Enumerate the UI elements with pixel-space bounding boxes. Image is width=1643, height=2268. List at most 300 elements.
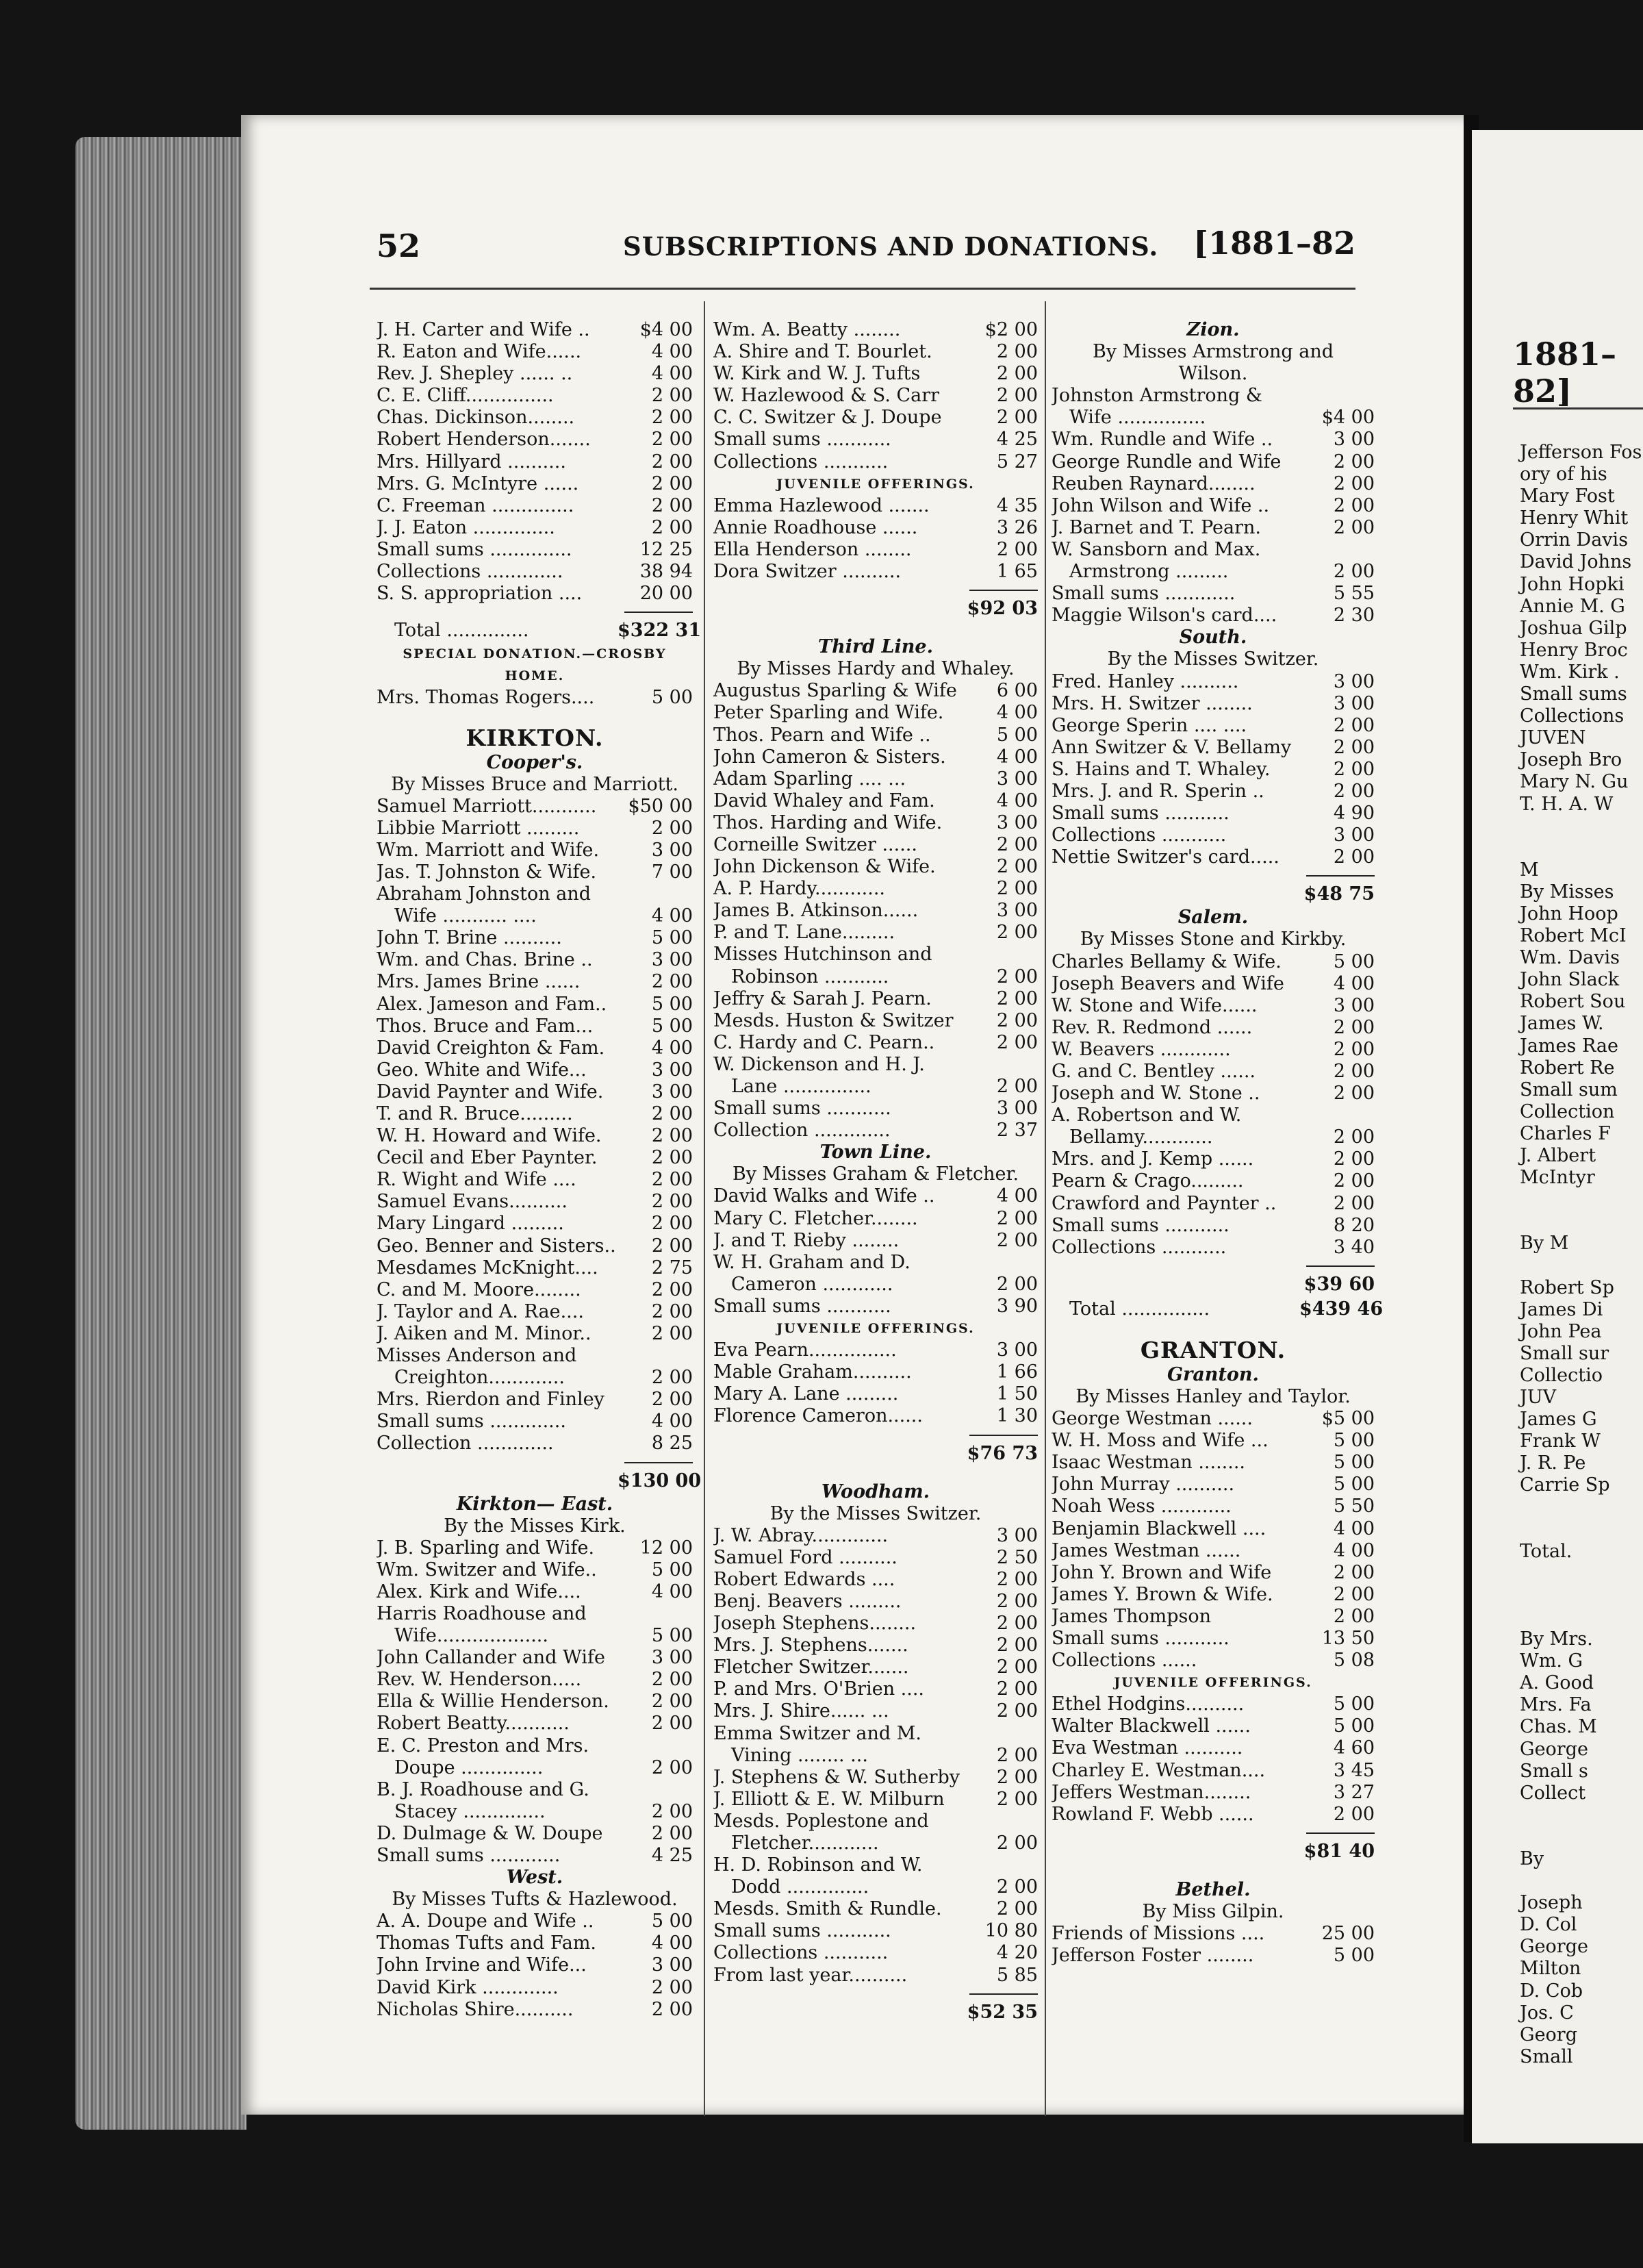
list-item	[713, 790, 1038, 812]
list-item	[377, 341, 693, 363]
list-item	[713, 1898, 1038, 1920]
list-item	[713, 768, 1038, 790]
donor-name: Samuel Marriott...........	[377, 795, 597, 817]
donor-name: Emma Switzer and M.	[713, 1722, 921, 1744]
list-item	[1052, 1760, 1375, 1782]
donor-name: Wife ........... ....	[394, 905, 537, 927]
donor-name: Wife ...............	[1069, 407, 1206, 429]
right-page-line: Charles F	[1520, 1122, 1611, 1144]
section-title-kirkton: KIRKTON.	[466, 724, 604, 751]
donation-amount: 2 00	[1333, 1583, 1375, 1605]
total-row	[1052, 1839, 1375, 1864]
donor-name: Small sums ...........	[1052, 1214, 1230, 1236]
right-page-line: Frank W	[1520, 1431, 1601, 1452]
donation-amount: 4 25	[651, 1845, 693, 1866]
donation-amount: 3 00	[996, 1524, 1038, 1546]
donor-name: Wm. Switzer and Wife..	[377, 1559, 597, 1580]
donor-name: Samuel Evans..........	[377, 1191, 568, 1213]
donation-amount: 2 00	[651, 516, 693, 538]
donor-name: Crawford and Paynter ..	[1052, 1192, 1277, 1214]
list-item	[377, 1411, 693, 1433]
donor-name: Small sums ...........	[713, 429, 891, 451]
list-item	[1052, 846, 1375, 868]
grand-total-label: Total ...............	[1069, 1298, 1210, 1320]
list-item	[1052, 1083, 1375, 1105]
donation-amount: 5 00	[1333, 1693, 1375, 1715]
donation-amount: 1 30	[996, 1405, 1038, 1427]
donor-name: John Cameron & Sisters.	[713, 746, 946, 768]
subscription-list	[713, 1339, 1038, 1427]
donation-amount: 8 25	[651, 1433, 693, 1454]
subsection-title: Kirkton— East.	[456, 1493, 613, 1515]
donor-name: J. W. Abray.............	[713, 1524, 889, 1546]
donation-amount: 2 00	[1333, 1061, 1375, 1082]
subscription-list	[1052, 951, 1375, 1259]
total-amount: $92 03	[967, 598, 1038, 620]
list-item	[377, 1823, 693, 1845]
list-item	[377, 561, 693, 583]
donor-name: Mrs. H. Switzer ........	[1052, 692, 1253, 714]
list-item	[1052, 1105, 1375, 1126]
list-item	[713, 1811, 1038, 1832]
donation-amount: 2 00	[651, 1125, 693, 1147]
donor-name: Rev. J. Shepley ...... ..	[377, 363, 573, 385]
donation-amount: 2 00	[651, 1322, 693, 1344]
list-item	[1052, 1408, 1375, 1430]
donor-name: John Dickenson & Wife.	[713, 856, 936, 878]
donor-name: Mrs. James Brine ......	[377, 971, 581, 993]
right-page-line	[1520, 1519, 1642, 1541]
donation-amount: 3 45	[1333, 1759, 1375, 1781]
donor-name: John Murray ..........	[1052, 1474, 1235, 1496]
subscription-list	[713, 680, 1038, 1142]
donor-name: George Rundle and Wife	[1052, 451, 1282, 473]
donor-name: Chas. Dickinson........	[377, 407, 575, 429]
donor-name: Mary A. Lane .........	[713, 1383, 899, 1405]
donation-amount: 3 00	[651, 839, 693, 861]
right-page-line	[1520, 1497, 1642, 1519]
list-item	[377, 583, 693, 605]
donor-name: Joseph Beavers and Wife	[1052, 972, 1284, 994]
donor-name: Wm. and Chas. Brine ..	[377, 949, 593, 971]
right-page-line: Carrie Sp	[1520, 1474, 1610, 1496]
list-item	[377, 1669, 693, 1691]
donation-amount	[969, 1854, 1038, 1876]
list-item	[1052, 1039, 1375, 1061]
donor-name: Abraham Johnston and	[377, 883, 591, 905]
donation-amount: 2 00	[1333, 1605, 1375, 1627]
donation-amount: 25 00	[1321, 1923, 1375, 1944]
list-item	[713, 1635, 1038, 1656]
right-page-line: Total.	[1520, 1540, 1572, 1562]
donor-name: Mrs. J. and R. Sperin ..	[1052, 780, 1264, 802]
total-row	[713, 2000, 1038, 2025]
donation-amount: 2 00	[996, 1207, 1038, 1229]
collectors-line: By Misses Tufts & Hazlewood.	[392, 1889, 678, 1911]
list-item	[377, 1367, 693, 1389]
donor-name: Mary Lingard .........	[377, 1213, 564, 1235]
donation-amount: 3 00	[1333, 670, 1375, 692]
donor-name: Collections ...........	[713, 1942, 889, 1964]
subsection-title: Zion.	[1186, 319, 1240, 340]
donor-name: R. Eaton and Wife......	[377, 341, 582, 363]
donor-name: Small sums ...........	[1052, 1627, 1230, 1649]
column-3	[1052, 319, 1384, 1967]
donation-amount: 3 40	[1333, 1236, 1375, 1258]
collectors-line: By Miss Gilpin.	[1142, 1900, 1284, 1922]
total-amount: $52 35	[967, 2001, 1038, 2023]
donor-name: Isaac Westman ........	[1052, 1452, 1245, 1474]
donation-amount: 2 00	[996, 1898, 1038, 1920]
list-item	[713, 1098, 1038, 1120]
list-item	[377, 861, 693, 883]
donation-amount: $50 00	[628, 795, 693, 817]
list-item	[377, 1911, 693, 1932]
donor-name: Mrs. Thomas Rogers....	[377, 687, 595, 709]
donation-amount	[969, 1252, 1038, 1274]
donor-name: J. Taylor and A. Rae....	[377, 1300, 584, 1322]
right-page-line	[1520, 1255, 1642, 1276]
list-item	[713, 702, 1038, 724]
list-item	[713, 1252, 1038, 1274]
donation-amount: 13 50	[1321, 1627, 1375, 1649]
donor-name: R. Wight and Wife ....	[377, 1169, 576, 1191]
list-item	[377, 905, 693, 927]
donation-amount: 2 00	[1333, 1038, 1375, 1060]
list-item	[1052, 495, 1375, 517]
right-page	[1472, 130, 1643, 2143]
donor-name: Robert Henderson.......	[377, 429, 591, 451]
list-item	[377, 1713, 693, 1735]
right-page-line: ory of his	[1520, 464, 1607, 486]
subscription-list	[1052, 671, 1375, 869]
donation-amount: 2 00	[996, 987, 1038, 1009]
list-item	[377, 1537, 693, 1559]
right-page-line: Mary N. Gu	[1520, 771, 1629, 793]
donation-amount: 5 08	[1333, 1650, 1375, 1672]
list-item	[713, 1185, 1038, 1207]
donor-name: Ethel Hodgins..........	[1052, 1693, 1245, 1715]
donation-amount: 2 00	[996, 363, 1038, 385]
donation-amount: $4 00	[639, 319, 693, 340]
donation-amount: 4 00	[651, 341, 693, 363]
donor-name: Jeffers Westman........	[1052, 1781, 1251, 1803]
donor-name: Libbie Marriott .........	[377, 817, 580, 839]
list-item	[1052, 1237, 1375, 1259]
list-item	[713, 1832, 1038, 1854]
donation-amount	[969, 1723, 1038, 1745]
list-item	[1052, 1584, 1375, 1606]
donation-amount: 2 00	[996, 1009, 1038, 1031]
right-page-line: J. R. Pe	[1520, 1452, 1586, 1474]
list-item	[1052, 1430, 1375, 1452]
list-item	[1052, 473, 1375, 495]
list-item	[713, 1339, 1038, 1361]
donation-amount: 5 00	[651, 687, 693, 709]
donation-amount: 4 60	[1333, 1737, 1375, 1759]
donor-name: A. A. Doupe and Wife ..	[377, 1911, 594, 1932]
donor-name: Robinson ...........	[731, 966, 889, 987]
donation-amount: 5 00	[1333, 1945, 1375, 1967]
collectors-line: By Misses Hanley and Taylor.	[1075, 1385, 1351, 1407]
donor-name: Misses Hutchinson and	[713, 944, 932, 966]
list-item	[713, 724, 1038, 746]
donation-amount: 4 00	[996, 790, 1038, 811]
right-page-line: Small sums	[1520, 683, 1627, 705]
list-item	[1052, 1518, 1375, 1540]
donor-name: Bellamy............	[1069, 1126, 1213, 1148]
right-page-line: Jos. C	[1520, 2002, 1574, 2024]
subtotal-rule	[713, 583, 1038, 596]
list-item	[1052, 1215, 1375, 1237]
donation-amount: 1 65	[996, 561, 1038, 583]
donation-amount: 2 00	[996, 922, 1038, 944]
collectors-line: By the Misses Switzer.	[769, 1502, 982, 1524]
right-page-line: Robert Sou	[1520, 991, 1626, 1013]
subsection-title: Salem.	[1177, 907, 1249, 929]
donation-amount: 2 00	[996, 1229, 1038, 1251]
donation-amount: 2 00	[996, 833, 1038, 855]
right-page-line	[1520, 1563, 1642, 1585]
page-title: SUBSCRIPTIONS AND DONATIONS.	[623, 231, 1159, 262]
list-item	[377, 1932, 693, 1954]
list-item	[377, 1147, 693, 1169]
right-page-line: Small sum	[1520, 1079, 1618, 1100]
list-item	[377, 1559, 693, 1581]
special-donation-heading: SPECIAL DONATION.—CROSBY	[403, 646, 667, 662]
donor-name: Thomas Tufts and Fam.	[377, 1932, 597, 1954]
list-item	[713, 900, 1038, 922]
right-page-line: Joseph Bro	[1520, 749, 1622, 771]
list-item	[713, 1361, 1038, 1383]
donation-amount: $2 00	[984, 319, 1038, 340]
list-item	[377, 1603, 693, 1625]
donor-name: Fletcher............	[731, 1832, 879, 1854]
list-item	[377, 1845, 693, 1867]
donor-name: Lane ...............	[731, 1076, 871, 1097]
donation-amount: 4 00	[651, 1580, 693, 1602]
donation-amount: 2 00	[651, 1103, 693, 1124]
list-item	[377, 1999, 693, 2021]
donation-amount: 2 00	[1333, 1126, 1375, 1148]
donor-name: Rev. R. Redmond ......	[1052, 1016, 1253, 1038]
donation-amount: 2 00	[996, 1613, 1038, 1635]
donation-amount: 3 00	[1333, 824, 1375, 846]
list-item	[713, 1405, 1038, 1427]
donor-name: Ella Henderson ........	[713, 538, 912, 560]
donor-name: Cameron ............	[731, 1273, 893, 1295]
list-item	[1052, 1540, 1375, 1562]
donor-name: George Sperin .... ....	[1052, 714, 1247, 736]
list-item	[377, 517, 693, 539]
subsection-title: Granton.	[1167, 1363, 1259, 1385]
donor-name: John Wilson and Wife ..	[1052, 494, 1270, 516]
list-item	[1052, 1715, 1375, 1737]
page-number: 52	[377, 227, 421, 264]
subsection-title: West.	[506, 1867, 563, 1889]
donation-amount: 2 00	[651, 1822, 693, 1844]
donor-name: Mrs. J. Stephens.......	[713, 1635, 908, 1656]
total-amount: $76 73	[967, 1442, 1038, 1464]
page-year: [1881–82	[1193, 225, 1355, 262]
donation-amount: 4 00	[1333, 1517, 1375, 1539]
list-item	[1052, 737, 1375, 759]
donation-amount: 3 00	[996, 768, 1038, 790]
donation-amount: 4 00	[651, 1411, 693, 1433]
list-item	[377, 363, 693, 385]
donation-amount: 2 00	[1333, 846, 1375, 868]
right-page-line: Robert Re	[1520, 1057, 1615, 1079]
donor-name: W. H. Howard and Wife.	[377, 1125, 602, 1147]
list-item	[713, 319, 1038, 341]
donation-amount: 4 00	[996, 1185, 1038, 1207]
running-head	[363, 219, 1369, 274]
right-page-line	[1520, 1826, 1642, 1848]
donor-name: P. and Mrs. O'Brien ....	[713, 1678, 925, 1700]
list-item	[713, 834, 1038, 856]
donor-name: Collections .............	[377, 561, 563, 583]
donation-amount: 2 37	[996, 1120, 1038, 1142]
list-item	[1052, 517, 1375, 539]
list-item	[1052, 1452, 1375, 1474]
donation-amount	[624, 1345, 693, 1367]
donation-amount: 2 00	[996, 1788, 1038, 1810]
donor-name: C. and M. Moore........	[377, 1278, 581, 1300]
list-item	[1052, 759, 1375, 781]
list-item	[713, 1274, 1038, 1296]
right-page-line: By Mrs.	[1520, 1628, 1593, 1650]
list-item	[1052, 1170, 1375, 1192]
grand-total-row	[1052, 1297, 1384, 1322]
donor-name: W. Kirk and W. J. Tufts	[713, 363, 921, 385]
list-item	[1052, 1148, 1375, 1170]
list-item	[1052, 1804, 1375, 1826]
right-page-line: Collections	[1520, 705, 1625, 727]
donation-amount: 2 00	[651, 1976, 693, 1998]
donor-name: Collection .............	[713, 1120, 891, 1142]
donor-name: Jas. T. Johnston & Wife.	[377, 861, 597, 883]
list-item	[713, 1591, 1038, 1613]
donor-name: Mary C. Fletcher........	[713, 1207, 918, 1229]
juvenile-heading: JUVENILE OFFERINGS.	[776, 1321, 975, 1337]
list-item	[377, 1389, 693, 1411]
donor-name: Joseph Stephens........	[713, 1613, 917, 1635]
list-item	[377, 473, 693, 495]
donor-name: Mrs. Rierdon and Finley	[377, 1389, 604, 1411]
donation-amount: 2 00	[651, 1300, 693, 1322]
donor-name: Dora Switzer ..........	[713, 561, 902, 583]
right-page-line: James Di	[1520, 1298, 1603, 1320]
donation-amount: 3 00	[651, 1059, 693, 1081]
list-item	[377, 949, 693, 971]
column-1	[377, 319, 702, 2021]
list-item	[713, 1296, 1038, 1318]
list-item	[377, 840, 693, 861]
donation-amount: 2 00	[996, 407, 1038, 429]
subscription-list	[713, 1525, 1038, 1987]
right-page-line: McIntyr	[1520, 1167, 1595, 1189]
donation-amount: 2 00	[996, 1273, 1038, 1295]
right-page-line: Annie M. G	[1520, 595, 1625, 617]
donor-name: John T. Brine ..........	[377, 927, 562, 949]
list-item	[1052, 781, 1375, 803]
donor-name: Armstrong .........	[1069, 561, 1229, 583]
donor-name: Jefferson Foster ........	[1052, 1945, 1254, 1967]
donor-name: H. D. Robinson and W.	[713, 1854, 923, 1876]
list-item	[713, 944, 1038, 966]
right-page-line: By M	[1520, 1233, 1569, 1255]
donation-amount: 4 00	[996, 702, 1038, 724]
donor-name: A. Robertson and W.	[1052, 1105, 1242, 1126]
list-item	[713, 1789, 1038, 1811]
donation-amount: 5 00	[1333, 1452, 1375, 1474]
donation-amount: 2 00	[651, 494, 693, 516]
donation-amount: 2 00	[651, 451, 693, 473]
list-item	[713, 1613, 1038, 1635]
donation-amount: 3 00	[651, 949, 693, 971]
list-item	[1052, 605, 1375, 627]
collectors-line: By the Misses Kirk.	[444, 1515, 626, 1537]
list-item	[377, 1016, 693, 1037]
donation-amount: 3 00	[1333, 994, 1375, 1016]
donation-amount: 4 00	[651, 905, 693, 927]
subscription-list	[377, 1537, 693, 1867]
donor-name: Mrs. Hillyard ..........	[377, 451, 566, 473]
right-page-line: D. Col	[1520, 1914, 1577, 1936]
donation-amount: 2 00	[651, 1713, 693, 1735]
donor-name: Wife...................	[394, 1625, 548, 1647]
right-page-header: 1881–82]	[1513, 336, 1617, 410]
donation-amount: 5 85	[996, 1964, 1038, 1986]
donor-name: C. E. Cliff...............	[377, 385, 554, 407]
subsection-title: Cooper's.	[486, 751, 583, 773]
donor-name: Eva Westman ..........	[1052, 1737, 1243, 1759]
donor-name: David Walks and Wife ..	[713, 1185, 935, 1207]
list-item	[377, 994, 693, 1016]
donation-amount: 5 27	[996, 451, 1038, 473]
list-item	[377, 429, 693, 451]
donation-amount: 2 00	[1333, 1016, 1375, 1038]
list-item	[713, 922, 1038, 944]
right-page-line: John Hopki	[1520, 573, 1625, 595]
right-page-line	[1520, 1870, 1642, 1892]
total-amount: $81 40	[1303, 1840, 1375, 1862]
donation-amount: 5 00	[651, 1911, 693, 1932]
donation-amount: 12 25	[639, 538, 693, 560]
donor-name: Collections ...........	[1052, 1236, 1227, 1258]
list-item	[377, 1059, 693, 1081]
donor-name: Mrs. G. McIntyre ......	[377, 473, 579, 494]
donor-name: Small sums ............	[377, 1845, 561, 1866]
total-row	[1052, 882, 1375, 907]
donation-amount: 2 00	[651, 1669, 693, 1691]
list-item	[713, 341, 1038, 363]
list-item	[1052, 429, 1375, 451]
donor-name: Cecil and Eber Paynter.	[377, 1147, 598, 1169]
list-item	[713, 363, 1038, 385]
donor-name: Thos. Harding and Wife.	[713, 811, 943, 833]
right-page-line: Robert McI	[1520, 925, 1627, 947]
donor-name: E. C. Preston and Mrs.	[377, 1735, 589, 1756]
donation-amount	[624, 1735, 693, 1757]
list-item	[713, 1965, 1038, 1987]
list-item	[713, 1656, 1038, 1678]
donation-amount: 5 00	[651, 1015, 693, 1037]
donor-name: Eva Pearn...............	[713, 1339, 897, 1361]
right-page-line: Milton	[1520, 1958, 1581, 1980]
donor-name: Friends of Missions ....	[1052, 1923, 1265, 1944]
list-item	[713, 1876, 1038, 1898]
